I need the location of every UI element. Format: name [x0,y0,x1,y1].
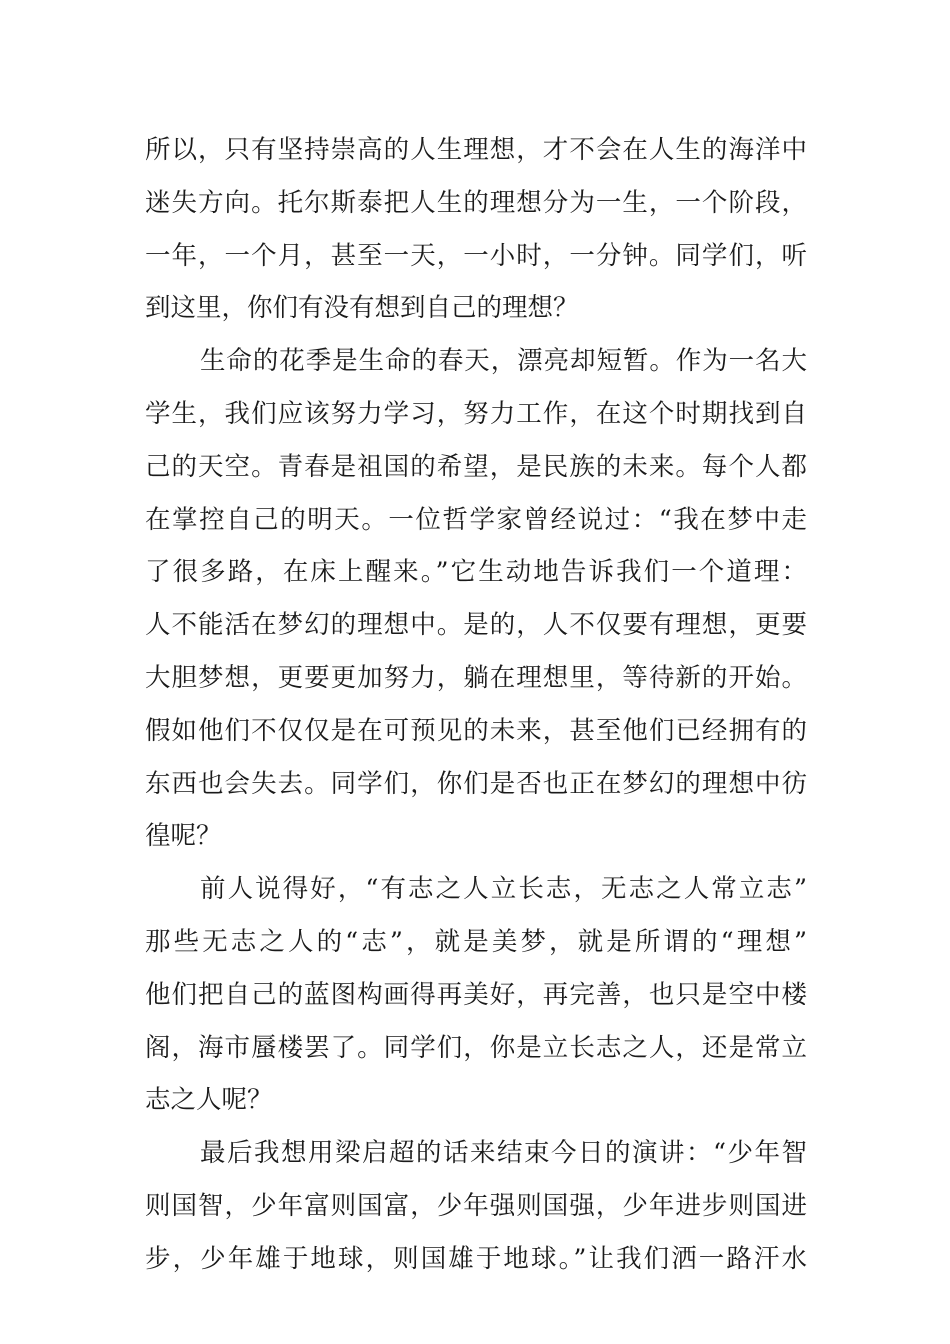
text-line: 生命的花季是生命的春天，漂亮却短暂。作为一名大 [200,346,807,377]
text-line: 一年，一个月，甚至一天，一小时，一分钟。同学们，听 [145,240,807,271]
text-line: 那些无志之人的“志”，就是美梦，就是所谓的“理想” [145,926,807,957]
text-line: 到这里，你们有没有想到自己的理想？ [145,293,579,324]
text-line: 前人说得好，“有志之人立长志，无志之人常立志” [200,874,807,905]
text-line: 人不能活在梦幻的理想中。是的，人不仅要有理想，更要 [145,610,807,641]
text-line: 阁，海市蜃楼罢了。同学们，你是立长志之人，还是常立 [145,1032,807,1063]
text-line: 则国智，少年富则国富，少年强则国强，少年进步则国进 [145,1190,807,1221]
text-line: 志之人呢？ [145,1085,273,1116]
text-line: 东西也会失去。同学们，你们是否也正在梦幻的理想中彷 [145,768,807,799]
body-text [145,124,807,1286]
text-line: 大胆梦想，更要更加努力，躺在理想里，等待新的开始。 [145,662,807,693]
text-line: 在掌控自己的明天。一位哲学家曾经说过：“我在梦中走 [145,504,807,535]
text-line: 最后我想用梁启超的话来结束今日的演讲：“少年智 [200,1138,807,1169]
text-line: 他们把自己的蓝图构画得再美好，再完善，也只是空中楼 [145,979,807,1010]
text-line: 了很多路，在床上醒来。”它生动地告诉我们一个道理： [145,557,807,588]
text-line: 所以，只有坚持崇高的人生理想，才不会在人生的海洋中 [145,135,807,165]
text-line: 己的天空。青春是祖国的希望，是民族的未来。每个人都 [145,451,807,482]
text-line: 迷失方向。托尔斯泰把人生的理想分为一生，一个阶段， [145,187,807,218]
text-line: 步，少年雄于地球，则国雄于地球。”让我们洒一路汗水 [145,1243,807,1274]
text-line: 学生，我们应该努力学习，努力工作，在这个时期找到自 [145,398,807,429]
text-line: 徨呢？ [145,821,222,852]
text-line: 假如他们不仅仅是在可预见的未来，甚至他们已经拥有的 [145,715,807,746]
